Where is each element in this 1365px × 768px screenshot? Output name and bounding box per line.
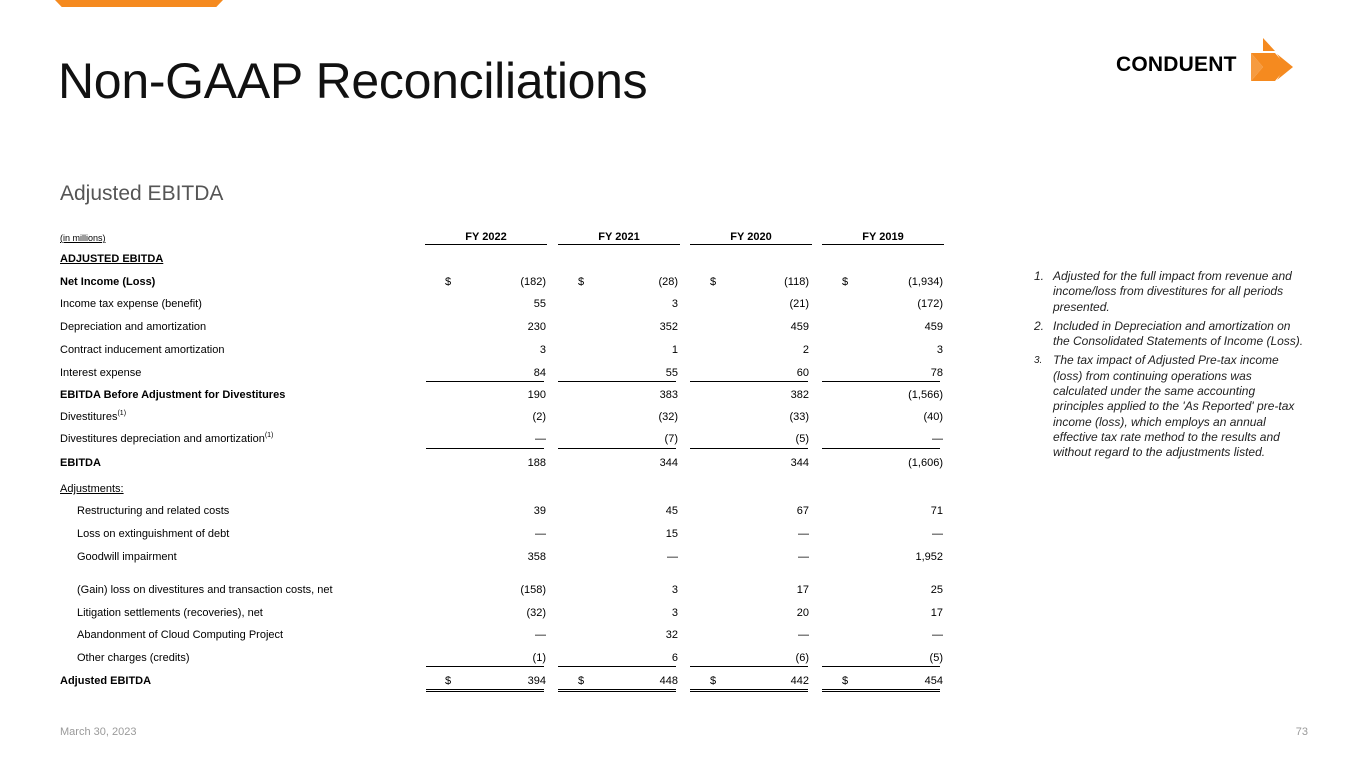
cell-value: 352 [659,321,678,333]
row-label: Income tax expense (benefit) [60,298,202,310]
cell-value: 190 [527,389,546,401]
cell-value: — [798,551,809,563]
subtotal-rule [690,448,808,449]
footnotes [1034,269,1304,465]
total-double-rule [558,689,676,692]
cell-value: 67 [796,505,809,517]
cell-value: (40) [923,411,943,423]
cell-value: (158) [520,584,546,596]
cell-value: 358 [527,551,546,563]
table-row [60,317,950,337]
row-label: Loss on extinguishment of debt [77,528,230,540]
header-underline [425,244,547,245]
row-label: Goodwill impairment [77,551,177,563]
table-row [60,407,950,427]
cell-value: 39 [533,505,546,517]
currency-symbol: $ [578,675,585,687]
logo-wordmark: CONDUENT [1116,53,1237,76]
footnote-text: Included in Depreciation and amortization on the Consolidated Statements of Income (Loss). [1053,318,1304,349]
currency-symbol: $ [445,276,452,288]
table-row [60,580,950,600]
table-row [60,603,950,623]
subtotal-rule [822,448,940,449]
row-label: (Gain) loss on divestitures and transaction costs, net [77,584,333,596]
cell-value: (1,934) [908,276,943,288]
footnote-text: Adjusted for the full impact from revenue and income/loss from divestitures for all periods presented. [1053,269,1292,314]
cell-value: (21) [789,298,809,310]
subtotal-rule [426,381,544,382]
cell-value: (182) [520,276,546,288]
cell-value: — [535,433,546,445]
header-underline [690,244,812,245]
subtotal-rule [558,381,676,382]
table-row [60,671,950,691]
cell-value: 17 [796,584,809,596]
row-label: Adjusted EBITDA [60,675,152,687]
table-row [60,294,950,314]
cell-value: 15 [665,528,678,540]
column-header-fy2019: FY 2019 [862,231,904,243]
subtotal-rule [822,666,940,667]
subtotal-rule [690,666,808,667]
row-label: Interest expense [60,367,142,379]
row-label: Litigation settlements (recoveries), net [77,607,263,619]
cell-value: (118) [784,276,809,288]
row-label: Net Income (Loss) [60,276,156,288]
cell-value: 442 [790,675,809,687]
currency-symbol: $ [445,675,452,687]
row-label: Restructuring and related costs [77,505,230,517]
cell-value: 344 [790,457,809,469]
table-row [60,340,950,360]
table-row [60,479,950,499]
column-header-fy2020: FY 2020 [730,231,772,243]
currency-symbol: $ [578,276,585,288]
table-row [60,648,950,668]
cell-value: (5) [795,433,809,445]
subtotal-rule [426,448,544,449]
row-label: ADJUSTED EBITDA [60,253,164,265]
row-label: EBITDA [60,457,101,469]
cell-value: 344 [659,457,678,469]
cell-value: 3 [936,344,943,356]
cell-value: 32 [665,629,678,641]
table-row [60,249,950,269]
cell-value: (1,606) [908,457,943,469]
unit-label: (in millions) [60,233,106,243]
cell-value: 394 [527,675,546,687]
cell-value: — [667,551,678,563]
cell-value: (28) [658,276,678,288]
conduent-mark-icon [1245,38,1295,86]
cell-value: — [535,528,546,540]
table-row [60,363,950,383]
table-row [60,501,950,521]
cell-value: 2 [802,344,809,356]
row-label: EBITDA Before Adjustment for Divestitures [60,389,286,401]
cell-value: 382 [790,389,809,401]
currency-symbol: $ [842,276,849,288]
cell-value: (33) [789,411,809,423]
cell-value: (2) [532,411,546,423]
footnote-number: 3. [1034,355,1043,367]
cell-value: — [535,629,546,641]
row-label: Divestitures$^{(1)}$ [60,410,127,423]
row-label: Adjustments: [60,483,124,495]
cell-value: — [798,528,809,540]
subtotal-rule [426,666,544,667]
cell-value: — [932,629,943,641]
table-row [60,547,950,567]
cell-value: 3 [671,607,678,619]
row-label: Abandonment of Cloud Computing Project [77,629,284,641]
table-row [60,272,950,292]
cell-value: 1,952 [915,551,943,563]
footer-date: March 30, 2023 [60,726,137,738]
cell-value: 20 [796,607,809,619]
header-underline [558,244,680,245]
cell-value: (5) [929,652,943,664]
cell-value: 383 [659,389,678,401]
cell-value: 3 [539,344,546,356]
cell-value: (1) [532,652,546,664]
total-double-rule [690,689,808,692]
footnote [1034,269,1304,315]
footnote-number: 1. [1034,269,1045,283]
total-double-rule [822,689,940,692]
footnote [1034,353,1304,460]
cell-value: 71 [930,505,943,517]
cell-value: — [798,629,809,641]
cell-value: 17 [930,607,943,619]
conduent-logo [1116,38,1301,88]
total-double-rule [426,689,544,692]
page-number: 73 [1295,726,1308,738]
table-row [60,385,950,405]
cell-value: — [932,528,943,540]
cell-value: 1 [671,344,678,356]
cell-value: 6 [671,652,678,664]
row-label: Depreciation and amortization [60,321,207,333]
subtotal-rule [558,448,676,449]
row-label: Other charges (credits) [77,652,190,664]
top-accent-bar [55,0,223,7]
cell-value: (32) [658,411,678,423]
footnote-text: The tax impact of Adjusted Pre-tax income (loss) from continuing operations was calculated under the same accounting principles applied to the 'As Reported' pre-tax income (loss), which employs an annual effective tax rate method to the results and without regard to the adjustments listed. [1053,353,1295,460]
cell-value: 55 [665,367,678,379]
footnote [1034,319,1304,350]
column-header-fy2022: FY 2022 [465,231,507,243]
cell-value: 45 [665,505,678,517]
cell-value: — [932,433,943,445]
cell-value: (7) [664,433,678,445]
table-row [60,524,950,544]
cell-value: 459 [924,321,943,333]
cell-value: 60 [796,367,809,379]
table-row [60,625,950,645]
cell-value: 55 [533,298,546,310]
cell-value: 78 [930,367,943,379]
cell-value: 188 [527,457,546,469]
cell-value: (6) [795,652,809,664]
currency-symbol: $ [842,675,849,687]
cell-value: 25 [930,584,943,596]
row-label: Divestitures depreciation and amortization$^{(1)}$ [60,432,274,445]
table-row [60,453,950,473]
page-title: Non-GAAP Reconciliations [58,53,648,109]
cell-value: 230 [527,321,546,333]
cell-value: 3 [671,298,678,310]
currency-symbol: $ [710,276,717,288]
footnote-number: 2. [1034,318,1045,333]
currency-symbol: $ [710,675,717,687]
cell-value: 3 [671,584,678,596]
table-row [60,429,950,449]
cell-value: (32) [526,607,546,619]
cell-value: (172) [917,298,943,310]
subtotal-rule [558,666,676,667]
cell-value: 459 [790,321,809,333]
header-underline [822,244,944,245]
cell-value: 448 [659,675,678,687]
section-title: Adjusted EBITDA [60,182,224,205]
cell-value: 454 [924,675,943,687]
row-label: Contract inducement amortization [60,344,225,356]
subtotal-rule [690,381,808,382]
subtotal-rule [822,381,940,382]
column-header-fy2021: FY 2021 [598,231,640,243]
cell-value: (1,566) [908,389,943,401]
cell-value: 84 [533,367,546,379]
